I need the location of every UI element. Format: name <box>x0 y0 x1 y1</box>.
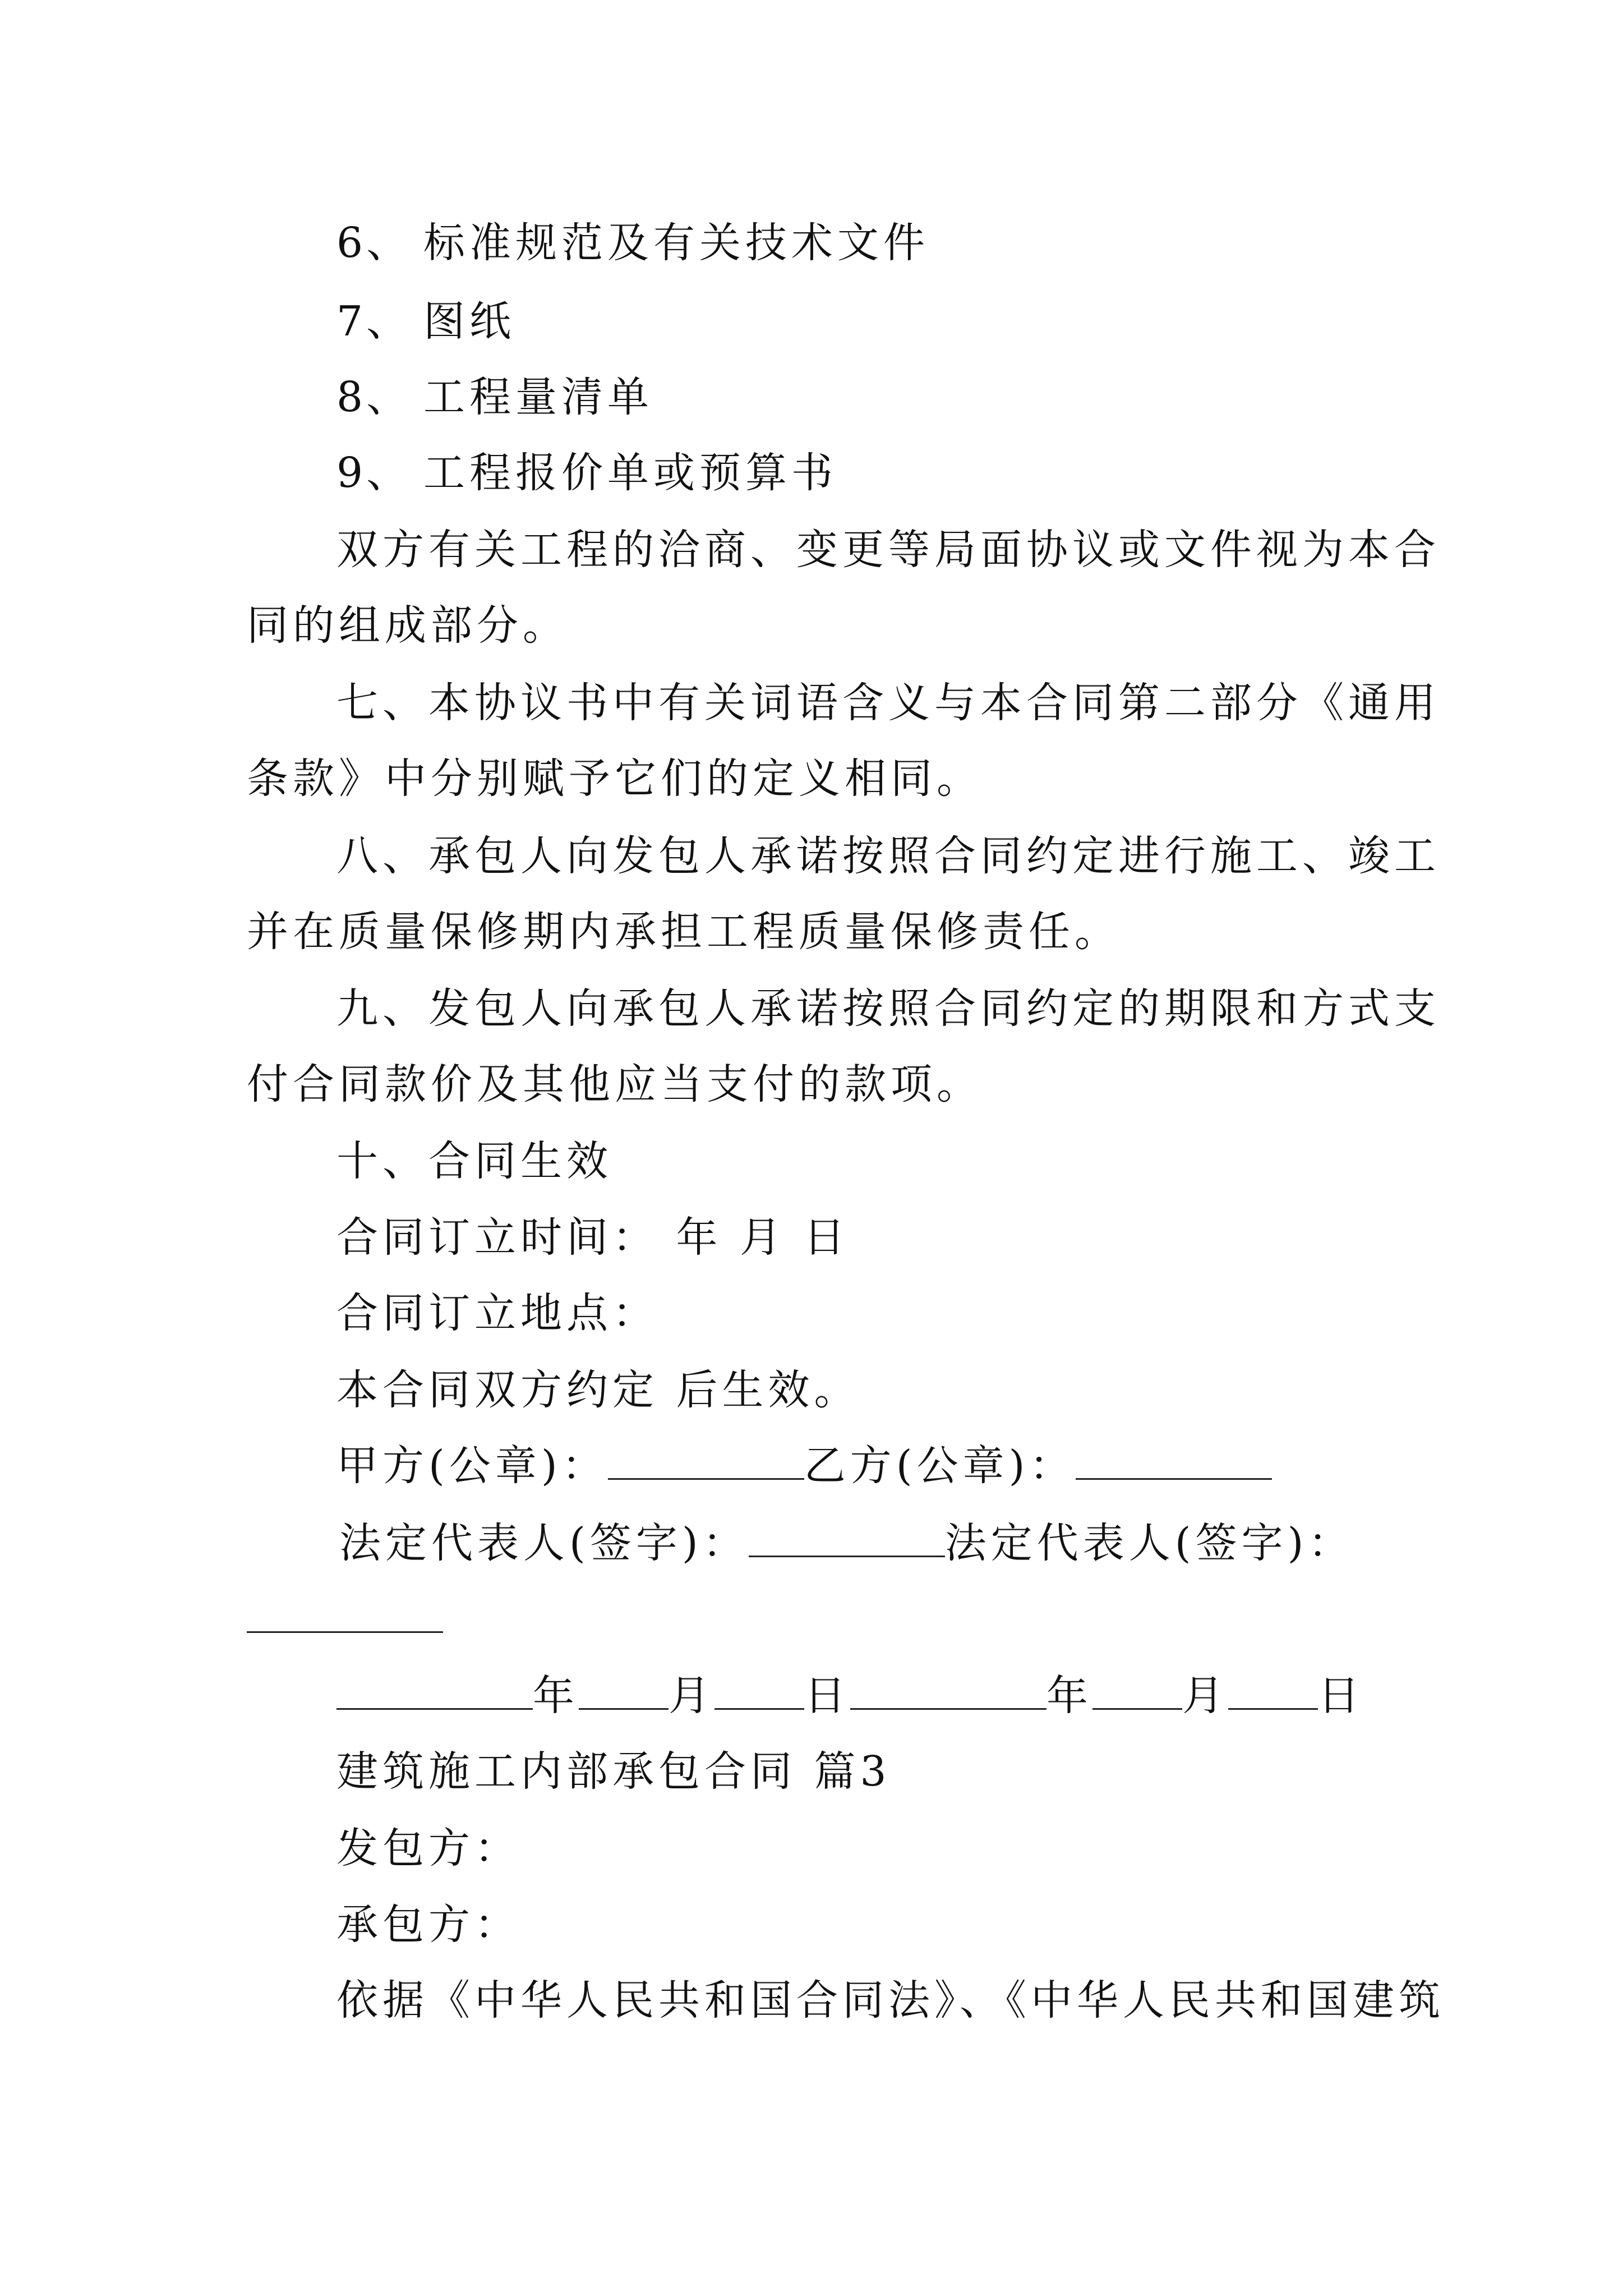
paragraph-line: 双方有关工程的洽商、变更等局面协议或文件视为本合 <box>336 526 1440 574</box>
sign-time: 合同订立时间： 年 月 日 <box>336 1213 850 1262</box>
sign-place: 合同订立地点： <box>336 1289 658 1337</box>
list-text: 工程量清单 <box>423 373 653 421</box>
party-a-seal-blank <box>608 1444 804 1480</box>
list-text: 工程报价单或预算书 <box>423 449 837 497</box>
day-b-label: 日 <box>1318 1672 1364 1720</box>
clause-9-line: 九、发包人向承包人承诺按照合同约定的期限和方式支 <box>336 984 1440 1033</box>
party-b-seal-label: 乙方(公章)： <box>804 1442 1076 1490</box>
day-a-blank <box>714 1674 804 1710</box>
month-a-blank <box>579 1674 668 1710</box>
basis-line: 依据《中华人民共和国合同法》、《中华人民共和国建筑 <box>336 1976 1445 2024</box>
clause-7-line: 条款》中分别赋予它们的定义相同。 <box>247 754 983 803</box>
year-b-label: 年 <box>1046 1672 1092 1720</box>
seal-line <box>336 1439 1272 1493</box>
rep-b-blank <box>247 1631 443 1633</box>
rep-a-label: 法定代表人(签字)： <box>339 1519 749 1567</box>
effect-clause: 本合同双方约定 后生效。 <box>336 1366 860 1414</box>
list-text: 标准规范及有关技术文件 <box>423 219 929 267</box>
year-a-label: 年 <box>533 1672 579 1720</box>
list-text: 图纸 <box>423 297 515 346</box>
representative-line <box>339 1516 1354 1570</box>
list-item <box>336 370 653 424</box>
year-b-blank <box>850 1674 1046 1710</box>
employer-label: 发包方： <box>336 1824 520 1872</box>
month-b-label: 月 <box>1182 1672 1228 1720</box>
list-item <box>336 446 837 500</box>
party-b-seal-blank <box>1076 1444 1272 1480</box>
rep-b-label: 法定代表人(签字)： <box>944 1519 1354 1567</box>
list-number: 6、 <box>336 219 412 267</box>
date-line <box>336 1669 1364 1723</box>
day-b-blank <box>1228 1674 1318 1710</box>
list-number: 7、 <box>336 297 412 346</box>
list-number: 8、 <box>336 373 412 421</box>
month-b-blank <box>1092 1674 1182 1710</box>
clause-10-heading: 十、合同生效 <box>336 1137 612 1185</box>
clause-7-line: 七、本协议书中有关词语含义与本合同第二部分《通用 <box>336 679 1440 727</box>
day-a-label: 日 <box>804 1672 850 1720</box>
list-number: 9、 <box>336 449 412 497</box>
list-item <box>336 295 515 348</box>
rep-a-blank <box>749 1522 945 1557</box>
contractor-label: 承包方： <box>336 1901 520 1949</box>
month-a-label: 月 <box>668 1672 714 1720</box>
clause-9-line: 付合同款价及其他应当支付的款项。 <box>247 1060 983 1108</box>
clause-8-line: 并在质量保修期内承担工程质量保修责任。 <box>247 908 1121 956</box>
paragraph-line: 同的组成部分。 <box>247 601 569 650</box>
party-a-seal-label: 甲方(公章)： <box>336 1442 608 1490</box>
clause-8-line: 八、承包人向发包人承诺按照合同约定进行施工、竣工 <box>336 832 1440 880</box>
section-title: 建筑施工内部承包合同 篇3 <box>336 1747 891 1796</box>
year-a-blank <box>336 1674 533 1710</box>
list-item <box>336 216 929 270</box>
